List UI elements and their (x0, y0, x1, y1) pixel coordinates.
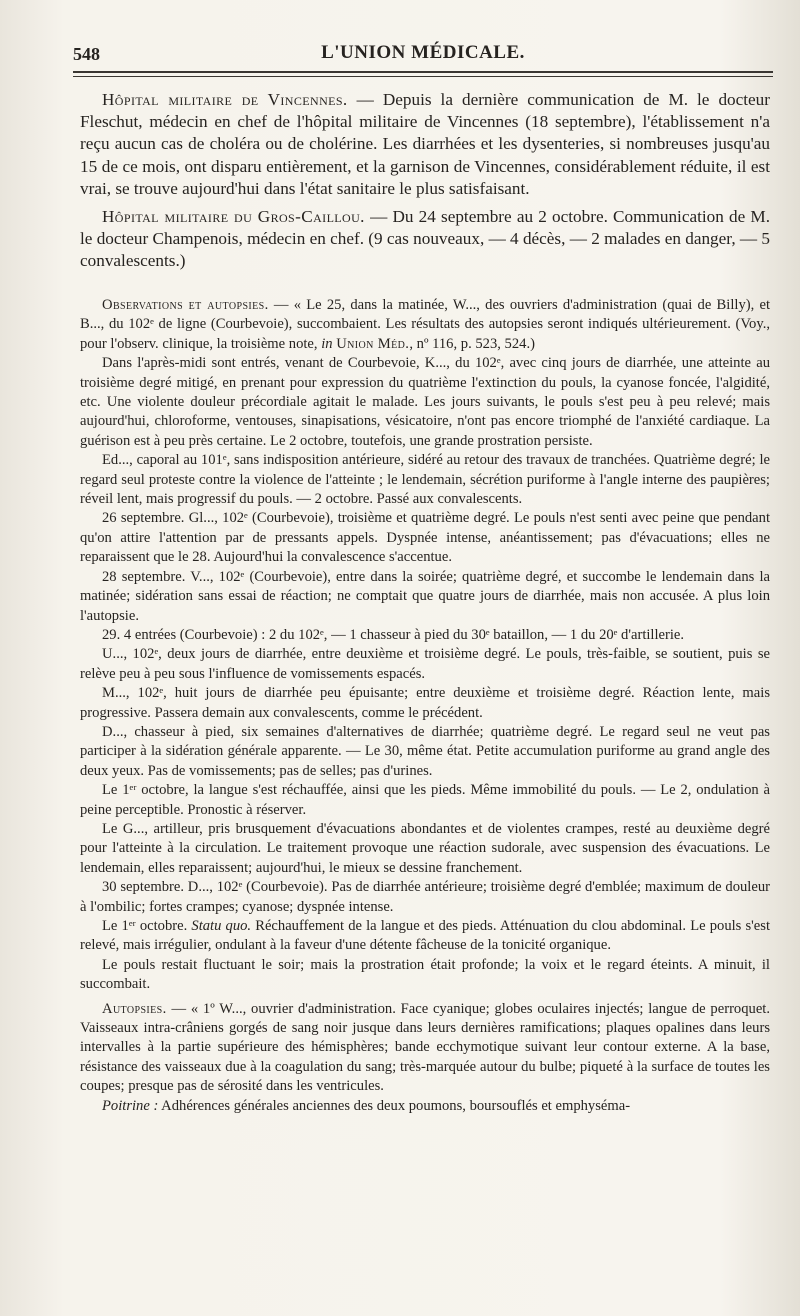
paragraph-g-artilleur: Le G..., artilleur, pris brusquement d'évacuations abondantes et de violentes crampes, resté au deuxième degré pour l'atteinte à la circulation. Le traitement provoque une réaction sudorale, avec suspension des évacuations. Le lendemain, elles reparaissent; aujourd'hui, le mieux se dessine franchement. (80, 820, 770, 876)
paragraph-d-chasseur: D..., chasseur à pied, six semaines d'alternatives de diarrhée; quatrième degré. Le regard seul ne veut pas participer à la sidération générale apparente. — Le 30, même état. Petite accumulation puriforme au grand angle des deux yeux. Pas de vomissements; pas de selles; pas d'urines. (80, 723, 770, 779)
gros-caillou-heading: Hôpital militaire du Gros-Caillou. (102, 207, 365, 227)
paragraph-29: 29. 4 entrées (Courbevoie) : 2 du 102ᵉ, — 1 chasseur à pied du 30ᵉ bataillon, — 1 du 20ᵉ d'artillerie. (102, 626, 685, 643)
journal-name: Union Méd. (336, 335, 410, 352)
paragraph-u: U..., 102ᵉ, deux jours de diarrhée, entre deuxième et troisième degré. Le pouls, très-faible, se soutient, puis se relève peu à peu sous l'influence de vomissements espacés. (80, 646, 770, 682)
vincennes-heading: Hôpital militaire de Vincennes. (102, 90, 348, 109)
header-rule-thick (73, 71, 773, 73)
autopsies-heading: Autopsies. (102, 1000, 167, 1017)
observations-heading: Observations et autopsies. (102, 297, 269, 313)
gros-caillou-text: — Du 24 septembre au 2 octobre. Communication de M. le docteur Champenois, médecin en chef. (9 cas nouveaux, — 4 décès, — 2 malades en danger, — 5 convalescents.) (80, 207, 770, 271)
observations-paragraph: Observations et autopsies. — « Le 25, dans la matinée, W..., des ouvriers d'administration (quai de Billy), et B..., du 102ᵉ de ligne (Courbevoie), succombaient. Les résultats des autopsies seront indiqués ultérieurement. (Voy., pour l'observ. clinique, la troisième note, in Union Méd., nº 116, p. 523, 524.) (80, 297, 771, 352)
vincennes-text: — Depuis la dernière communication de M. le docteur Fleschut, médecin en chef de l'hôpital militaire de Vincennes (18 septembre), l'établissement n'a reçu aucun cas de choléra ou de cholérine. Les diarrhées et les dysenteries, si nombreuses jusqu'au 15 de ce mois, ont disparu entièrement, et la garnison de Vincennes, considérablement réduite, il est vrai, se trouve aujourd'hui dans l'état sanitaire le plus satisfaisant. (80, 90, 770, 198)
paragraph-30-sept: 30 septembre. D..., 102ᵉ (Courbevoie). Pas de diarrhée antérieure; troisième degré d'emblée; maximum de douleur à l'ombilic; fortes crampes; cyanose; dyspnée intense. (80, 879, 770, 915)
header-rule-thin (73, 76, 773, 77)
large-type-section (80, 89, 770, 273)
paragraph-k: Dans l'après-midi sont entrés, venant de Courbevoie, K..., du 102ᵉ, avec cinq jours de diarrhée, une atteinte au troisième degré mitigé, en prenant pour expression du quatrième l'extinction du pouls, la cyanose foncée, l'algidité, etc. Une violente douleur précordiale agitait le malade. Les jours suivants, le pouls s'est peu à peu relevé; mais aujourd'hui, chloroforme, ventouses, sinapisations, vésicatoire, n'ont pas encore triomphé de l'anxiété cardiaque. La guérison est à peu près certaine. Le 2 octobre, toutefois, une grande prostration persiste. (80, 355, 770, 449)
paragraph-statu-quo: Le 1ᵉʳ octobre. Statu quo. Réchauffement de la langue et des pieds. Atténuation du clou abdominal. Le pouls s'est relevé, mais irrégulier, ondulant à la faveur d'une détente fâcheuse de la tonicité organique. (80, 918, 770, 954)
paragraph-soir: Le pouls restait fluctuant le soir; mais la prostration était profonde; la voix et le regard éteints. A minuit, il succombait. (80, 956, 770, 993)
paragraph-1er-octobre: Le 1ᵉʳ octobre, la langue s'est réchauffée, ainsi que les pieds. Même immobilité du pouls. — Le 2, ondulation à peine perceptible. Pronostic à réserver. (80, 782, 770, 818)
gros-caillou-paragraph (80, 206, 770, 273)
page-header (73, 40, 773, 70)
poitrine-label: Poitrine : (102, 1097, 159, 1114)
paragraph-26-sept: 26 septembre. Gl..., 102ᵉ (Courbevoie), troisième et quatrième degré. Le pouls n'est senti avec peine que pendant qu'on attire l'attention par de pressants appels. Dyspnée intense, anéantissement; pas d'évacuations; elles ne reparaissent que le 28. Aujourd'hui la convalescence s'accentue. (80, 510, 770, 566)
paragraph-m: M..., 102ᵉ, huit jours de diarrhée peu épuisante; entre deuxième et troisième degré. Réaction lente, mais progressive. Passera demain aux convalescents, comme le précédent. (80, 685, 770, 721)
autopsies-paragraph: Autopsies. — « 1º W..., ouvrier d'administration. Face cyanique; globes oculaires injectés; langue de perroquet. Vaisseaux intra-crâniens gorgés de sang noir jusque dans leurs dernières ramifications; plaques opalines dans leurs intervalles à la partie supérieure des hémisphères; bande ecchymotique suivant leur contour externe. A la base, résistance des vaisseaux due à la coagulation du sang; très-marquée autour du bulbe; piqueté à la surface de toutes les coupes; presque pas de sérosité dans les ventricules. (80, 1000, 770, 1095)
poitrine-paragraph: Poitrine : Adhérences générales anciennes des deux poumons, boursouflés et emphyséma- (102, 1097, 631, 1114)
paragraph-28-sept: 28 septembre. V..., 102ᵉ (Courbevoie), entre dans la soirée; quatrième degré, et succombe le lendemain dans la matinée; sidération sans essai de réaction; ne comptait que quatre jours de diarrhée, mais non accusée. A plus loin l'autopsie. (80, 568, 770, 624)
vincennes-paragraph (80, 89, 770, 200)
small-type-section (80, 296, 770, 1116)
running-title: L'UNION MÉDICALE. (321, 42, 525, 63)
page-number: 548 (73, 44, 100, 64)
paragraph-ed: Ed..., caporal au 101ᵉ, sans indisposition antérieure, sidéré au retour des travaux de tranchées. Quatrième degré; le regard seul proteste contre la violence de l'atteinte ; le lendemain, sécrétion puriforme à l'angle interne des paupières; réveil lent, mais progressif du pouls. — 2 octobre. Passé aux convalescents. (80, 452, 770, 508)
